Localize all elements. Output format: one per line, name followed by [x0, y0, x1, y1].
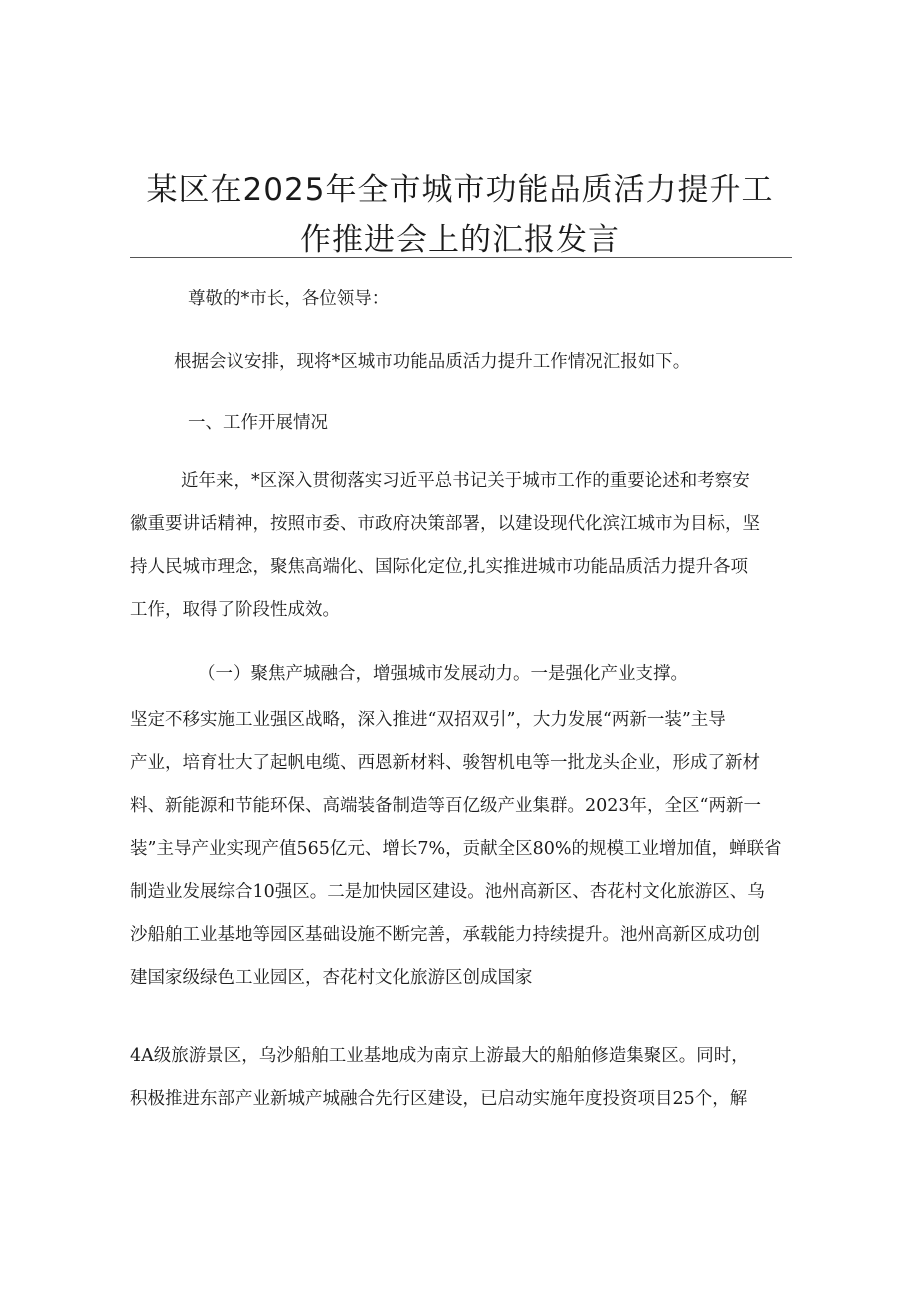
section-heading-1: 一、工作开展情况	[188, 413, 328, 433]
document-title-line-1: 某区在2025年全市城市功能品质活力提升工	[146, 172, 774, 208]
paragraph-2-line: 产业，培育壮大了起帆电缆、西恩新材料、骏智机电等一批龙头企业，形成了新材	[130, 753, 760, 773]
salutation: 尊敬的*市长，各位领导：	[188, 289, 390, 309]
paragraph-1-line: 持人民城市理念，聚焦高端化、国际化定位,扎实推进城市功能品质活力提升各项	[130, 557, 749, 577]
paragraph-2-line: 沙船舶工业基地等园区基础设施不断完善，承载能力持续提升。池州高新区成功创	[130, 925, 760, 945]
paragraph-3-line: 4A级旅游景区，乌沙船舶工业基地成为南京上游最大的船舶修造集聚区。同时，	[130, 1046, 749, 1066]
intro-paragraph: 根据会议安排，现将*区城市功能品质活力提升工作情况汇报如下。	[174, 352, 691, 372]
paragraph-3-line: 积极推进东部产业新城产城融合先行区建设，已启动实施年度投资项目25个，解	[130, 1089, 748, 1109]
title-divider	[130, 257, 792, 258]
subsection-heading-1: （一）聚焦产城融合，增强城市发展动力。一是强化产业支撑。	[198, 664, 688, 684]
paragraph-2-line: 坚定不移实施工业强区战略，深入推进“双招双引”，大力发展“两新一装”主导	[130, 710, 726, 730]
paragraph-2-line: 装”主导产业实现产值565亿元、增长7%，贡献全区80%的规模工业增加值，蝉联省	[130, 839, 782, 859]
paragraph-2-line: 建国家级绿色工业园区，杏花村文化旅游区创成国家	[130, 968, 533, 988]
document-title-line-2: 作推进会上的汇报发言	[300, 222, 620, 258]
paragraph-1-line: 工作，取得了阶段性成效。	[130, 600, 340, 620]
paragraph-2-line: 制造业发展综合10强区。二是加快园区建设。池州高新区、杏花村文化旅游区、乌	[130, 882, 765, 902]
paragraph-1-line: 徽重要讲话精神，按照市委、市政府决策部署，以建设现代化滨江城市为目标，坚	[130, 514, 760, 534]
paragraph-1-line: 近年来，*区深入贯彻落实习近平总书记关于城市工作的重要论述和考察安	[181, 471, 750, 491]
paragraph-2-line: 料、新能源和节能环保、高端装备制造等百亿级产业集群。2023年，全区“两新一	[130, 796, 761, 816]
